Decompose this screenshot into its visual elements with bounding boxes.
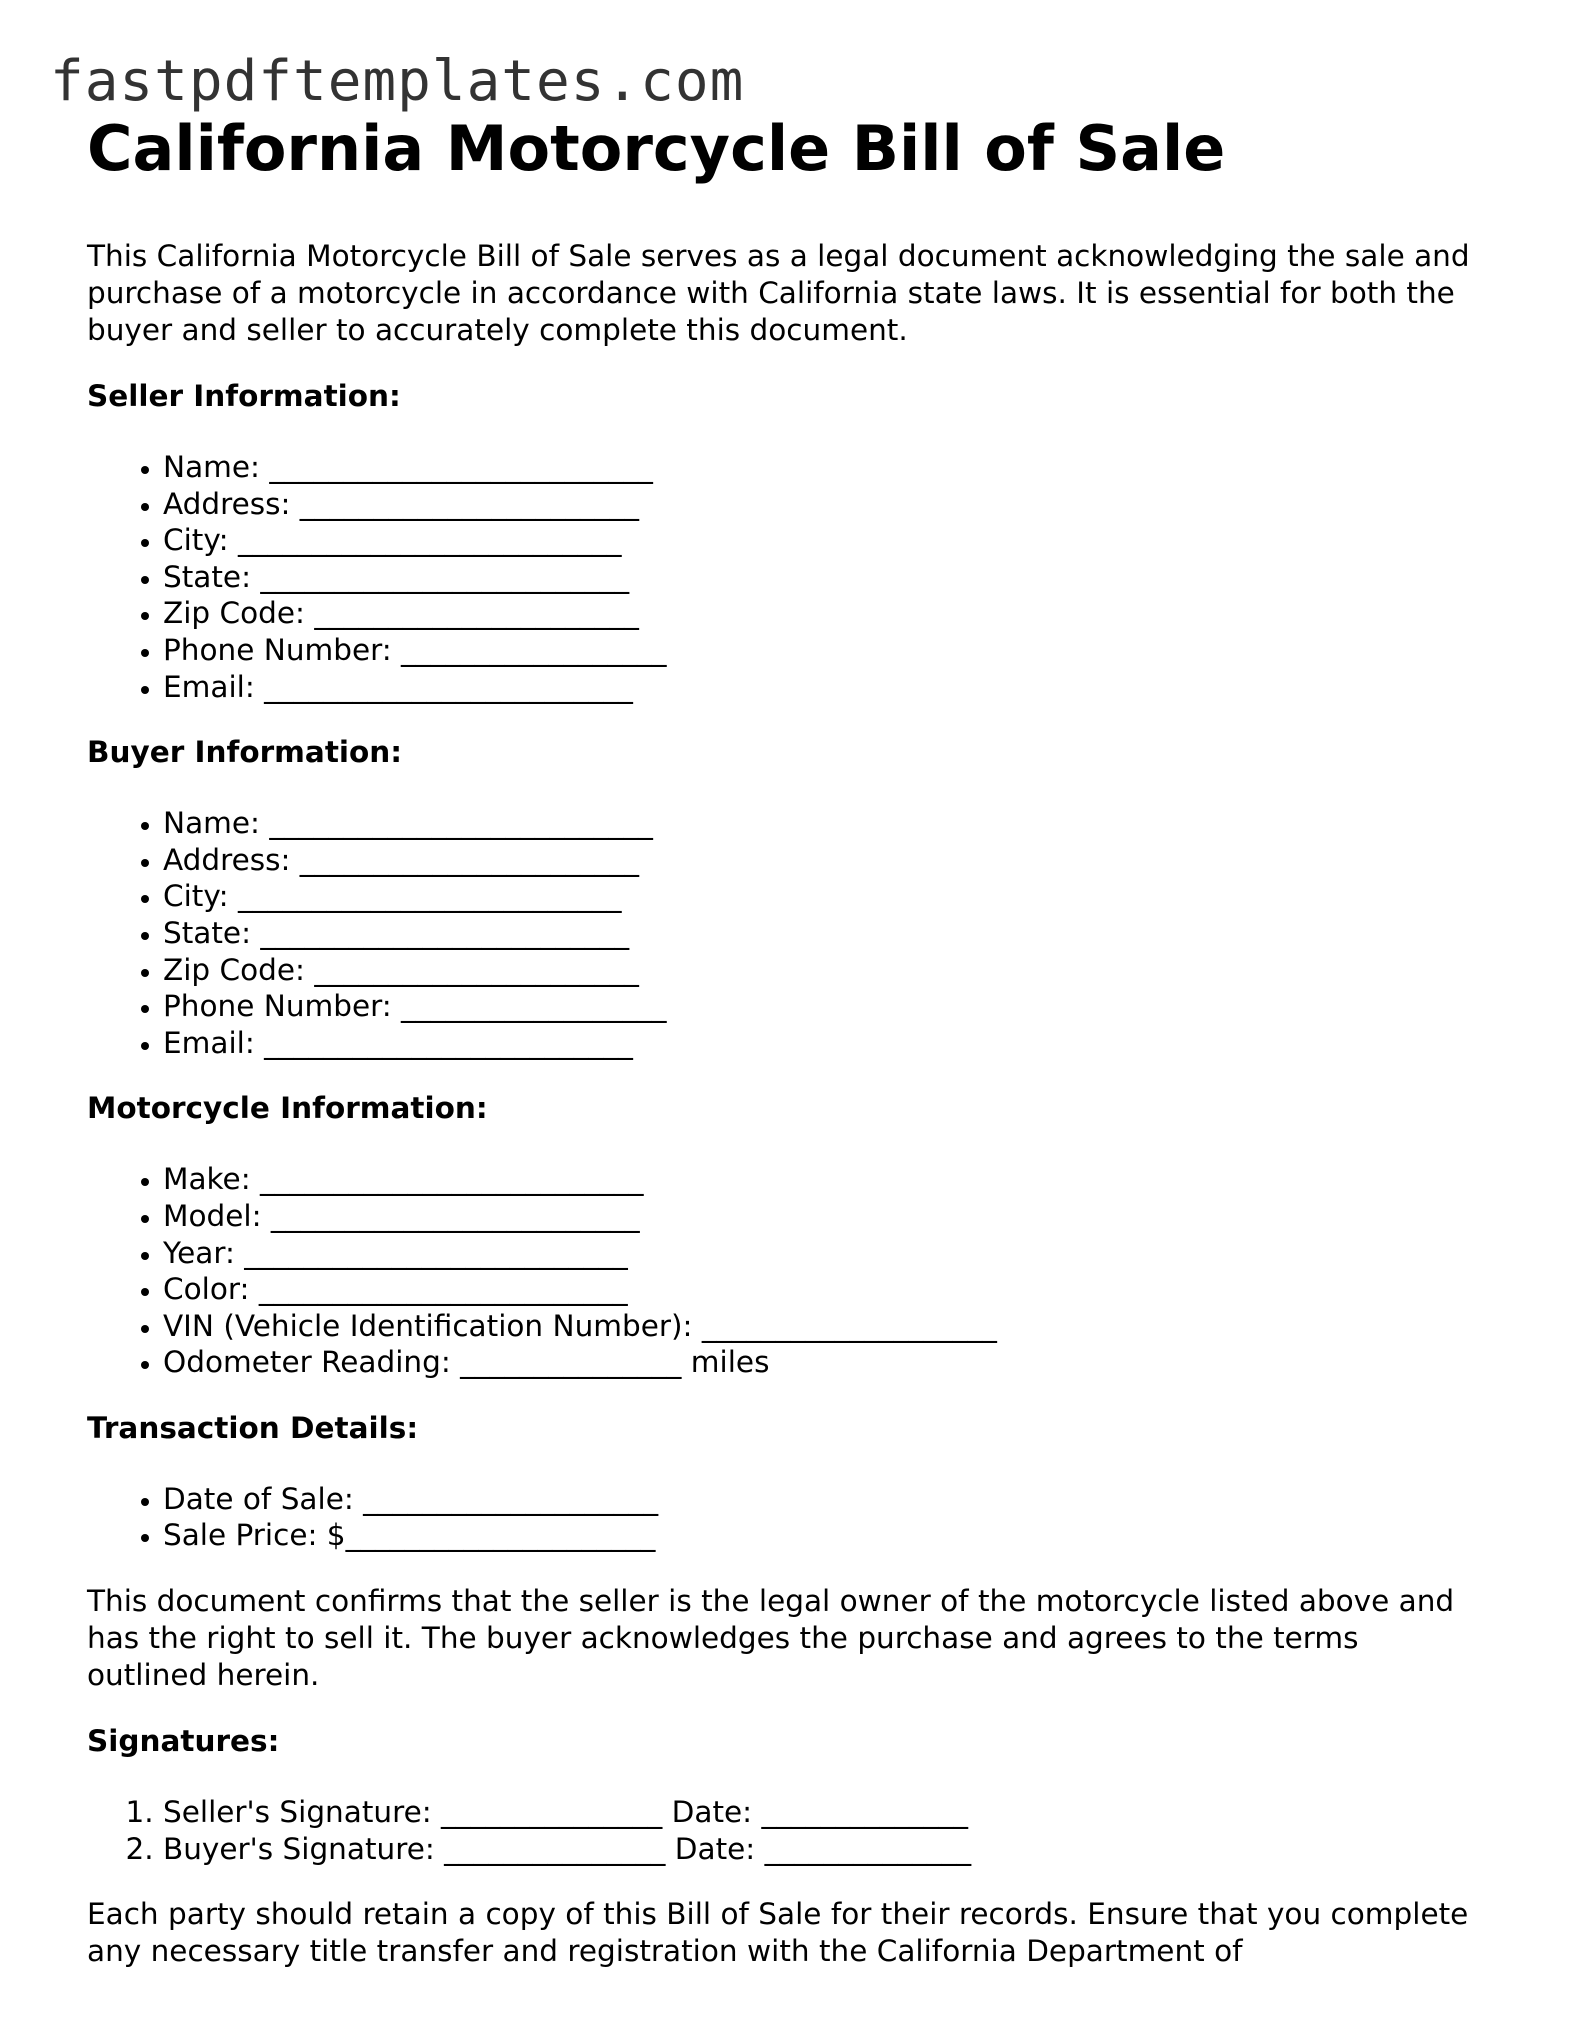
signatures-list [87,1794,1487,1867]
motorcycle-model-field: • Model: _________________________ [163,1198,1487,1235]
seller-phone-field: • Phone Number: __________________ [163,632,1487,669]
transaction-heading: Transaction Details: [87,1410,419,1445]
motorcycle-vin-field: • VIN (Vehicle Identification Number): ____________________ [163,1308,1487,1345]
seller-heading: Seller Information: [87,379,401,413]
buyer-heading: Buyer Information: [87,735,403,770]
seller-zip-field: • Zip Code: ______________________ [163,595,1487,632]
seller-name-field: • Name: __________________________ [163,449,1487,486]
buyer-zip-field: • Zip Code: ______________________ [163,952,1487,989]
buyer-address-field: • Address: _______________________ [163,842,1487,879]
buyer-city-field: • City: __________________________ [163,878,1487,915]
motorcycle-year-field: • Year: __________________________ [163,1235,1487,1272]
seller-email-field: • Email: _________________________ [163,669,1487,706]
buyer-name-field: • Name: __________________________ [163,805,1487,842]
seller-city-field: • City: __________________________ [163,522,1487,559]
buyer-state-field: • State: _________________________ [163,915,1487,952]
sale-price-field: • Sale Price: $_____________________ [163,1517,1487,1554]
buyer-signature-line: 2. Buyer's Signature: _______________ Date: ______________ [163,1831,1487,1868]
sale-date-field: • Date of Sale: ____________________ [163,1481,1487,1518]
signatures-heading: Signatures: [87,1724,280,1759]
seller-fields-list [87,449,1487,705]
seller-state-field: • State: _________________________ [163,559,1487,596]
motorcycle-fields-list [87,1161,1487,1381]
closing-paragraph: Each party should retain a copy of this Bill of Sale for their records. Ensure that you complete any necessary title transfer and registration with the California Department of [87,1897,1469,1969]
intro-paragraph: This California Motorcycle Bill of Sale serves as a legal document acknowledging the sale and purchase of a motorcycle in accordance with California state laws. It is essential for both the buyer and seller to accurately complete this document. [87,239,1470,347]
document-title: California Motorcycle Bill of Sale [87,112,1226,185]
watermark-text: fastpdftemplates.com [50,49,745,114]
document-body [87,106,1487,1999]
motorcycle-heading: Motorcycle Information: [87,1091,488,1126]
motorcycle-make-field: • Make: __________________________ [163,1161,1487,1198]
seller-address-field: • Address: _______________________ [163,486,1487,523]
motorcycle-color-field: • Color: _________________________ [163,1271,1487,1308]
buyer-email-field: • Email: _________________________ [163,1025,1487,1062]
buyer-phone-field: • Phone Number: __________________ [163,988,1487,1025]
seller-signature-line: 1. Seller's Signature: _______________ Date: ______________ [163,1794,1487,1831]
motorcycle-odometer-field: • Odometer Reading: _______________ miles [163,1344,1487,1381]
buyer-fields-list [87,805,1487,1061]
confirmation-paragraph: This document confirms that the seller is the legal owner of the motorcycle listed above and has the right to sell it. The buyer acknowledges the purchase and agrees to the terms outlined herein. [87,1584,1455,1693]
transaction-fields-list [87,1481,1487,1554]
